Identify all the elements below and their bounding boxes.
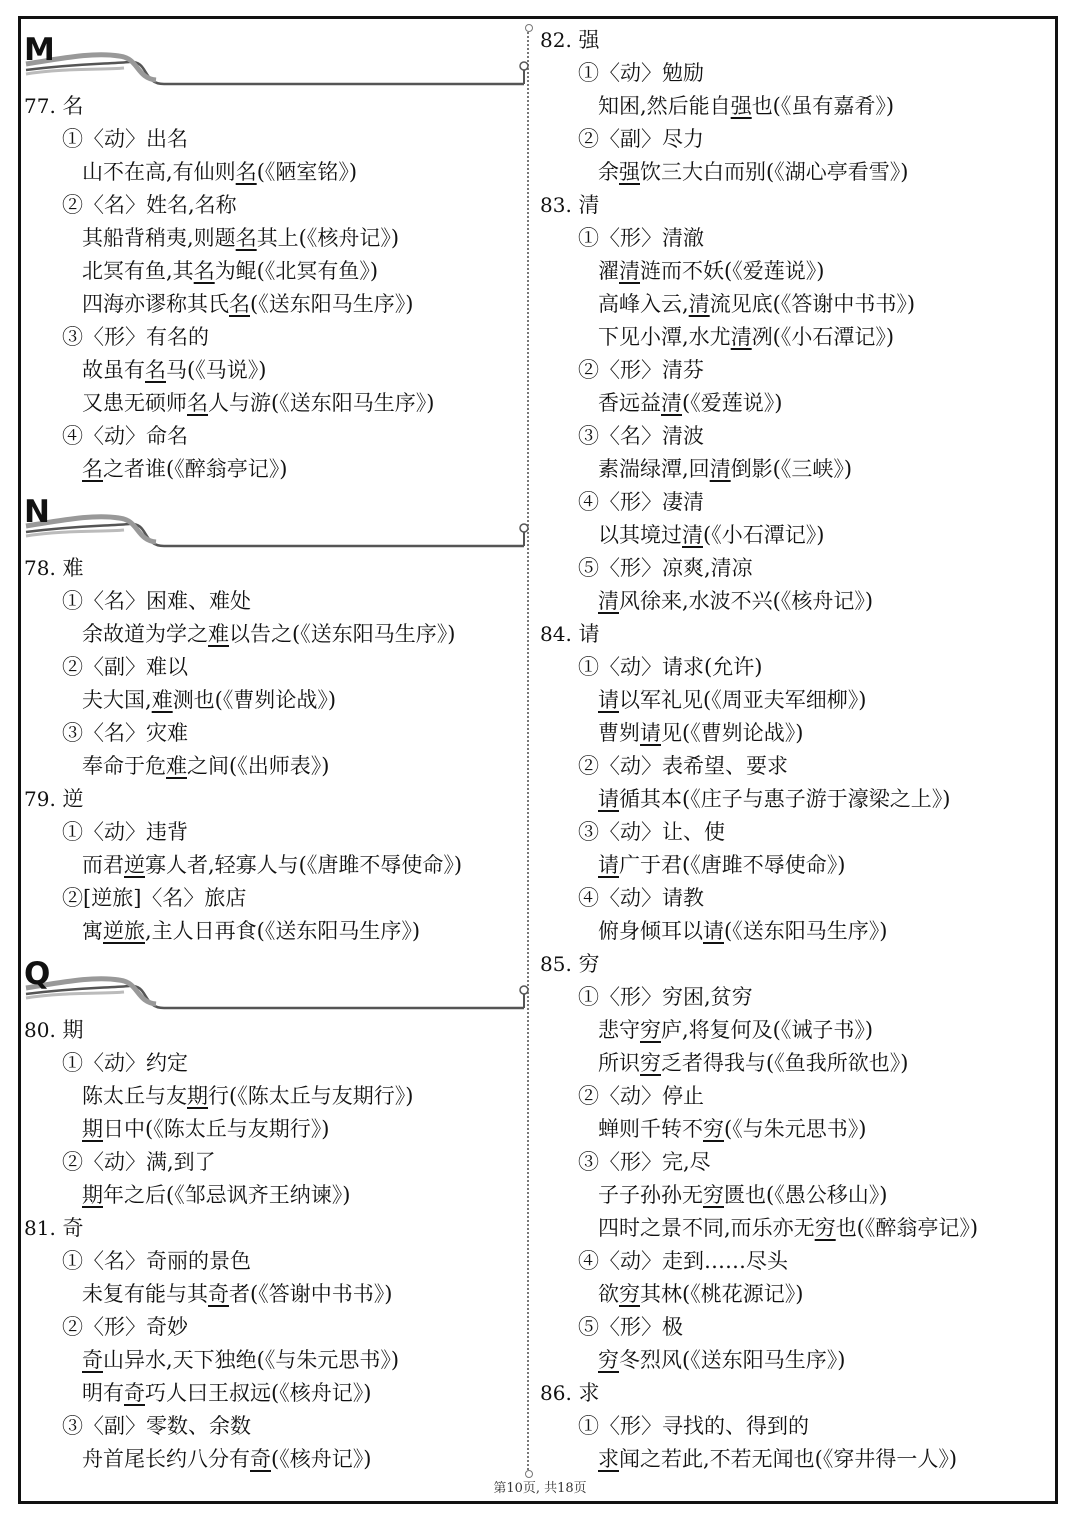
- example-keyword: 请: [598, 853, 619, 877]
- example-keyword: 请: [598, 688, 619, 712]
- example-keyword: 逆旅: [103, 919, 145, 943]
- entry-heading: [24, 90, 524, 123]
- sense-definition: ②〈副〉难以: [62, 655, 188, 679]
- entry-number: 84.: [540, 622, 572, 646]
- example-pre: 奉命于危: [82, 754, 166, 778]
- example-post: 流见底(《答谢中书书》): [709, 292, 916, 316]
- example-post: 巧人曰王叔远(《核舟记》): [145, 1381, 372, 1405]
- right-column: [540, 24, 1052, 1476]
- example-sentence: [540, 288, 1052, 321]
- example-pre: 故虽有: [82, 358, 145, 382]
- sense-definition: ①〈动〉出名: [62, 127, 188, 151]
- example-keyword: 难: [166, 754, 187, 778]
- sense-definition: ③〈形〉完,尽: [578, 1150, 711, 1174]
- example-post: (《小石潭记》): [703, 523, 825, 547]
- example-sentence: [540, 156, 1052, 189]
- example-post: 倒影(《三峡》): [730, 457, 853, 481]
- sense-definition: ②〈形〉奇妙: [62, 1315, 188, 1339]
- example-keyword: 逆: [124, 853, 145, 877]
- entry-number: 80.: [24, 1018, 56, 1042]
- example-sentence: [540, 717, 1052, 750]
- example-sentence: [540, 585, 1052, 618]
- example-keyword: 请: [703, 919, 724, 943]
- sense-definition: ④〈动〉走到……尽头: [578, 1249, 788, 1273]
- entry-word: 求: [578, 1381, 600, 1405]
- example-pre: 明有: [82, 1381, 124, 1405]
- example-keyword: 名: [193, 259, 215, 283]
- example-pre: 悲守: [598, 1018, 640, 1042]
- example-post: 见(《曹刿论战》): [661, 721, 804, 745]
- example-keyword: 名: [229, 292, 250, 316]
- example-post: 匮也(《愚公移山》): [724, 1183, 888, 1207]
- example-pre: 舟首尾长约八分有: [82, 1447, 250, 1471]
- example-sentence: [24, 288, 524, 321]
- example-sentence: [24, 1377, 524, 1410]
- entry-heading: [24, 552, 524, 585]
- sense-definition: ①〈动〉违背: [62, 820, 188, 844]
- example-sentence: [540, 783, 1052, 816]
- example-sentence: [540, 1443, 1052, 1476]
- example-sentence: [24, 1443, 524, 1476]
- example-keyword: 穷: [703, 1117, 724, 1141]
- example-post: 马(《马说》): [166, 358, 267, 382]
- sense-definition: ④〈动〉命名: [62, 424, 188, 448]
- example-pre: 未复有能与其: [82, 1282, 208, 1306]
- example-post: 广于君(《唐雎不辱使命》): [619, 853, 846, 877]
- example-keyword: 穷: [703, 1183, 724, 1207]
- example-post: 循其本(《庄子与惠子游于濠梁之上》): [619, 787, 951, 811]
- example-post: 风徐来,水波不兴(《核舟记》): [619, 589, 874, 613]
- example-keyword: 请: [640, 721, 661, 745]
- section-divider-swoosh: [24, 486, 530, 552]
- example-keyword: 奇: [208, 1282, 229, 1306]
- example-pre: 北冥有鱼,其: [82, 259, 194, 283]
- sense-definition: ④〈动〉请教: [578, 886, 704, 910]
- entry-heading: [540, 1377, 1052, 1410]
- example-sentence: [24, 1179, 524, 1212]
- entry-number: 77.: [24, 94, 56, 118]
- example-pre: 寓: [82, 919, 103, 943]
- sense-definition: ①〈动〉请求(允许): [578, 655, 763, 679]
- example-keyword: 名: [82, 457, 103, 481]
- sense-definition: ③〈形〉有名的: [62, 325, 209, 349]
- example-sentence: [540, 1278, 1052, 1311]
- entry-number: 79.: [24, 787, 56, 811]
- entry-number: 78.: [24, 556, 56, 580]
- example-sentence: [24, 684, 524, 717]
- sense-definition: ①〈形〉穷困,贫穷: [578, 985, 753, 1009]
- example-keyword: 名: [235, 226, 257, 250]
- sense-definition: ②〈形〉清芬: [578, 358, 704, 382]
- example-post: 行(《陈太丘与友期行》): [208, 1084, 414, 1108]
- entry-word: 名: [62, 94, 84, 118]
- entry-heading: [540, 24, 1052, 57]
- entry-number: 83.: [540, 193, 572, 217]
- entry-word: 请: [578, 622, 600, 646]
- example-pre: 欲: [598, 1282, 619, 1306]
- example-sentence: [540, 519, 1052, 552]
- entry-heading: [540, 948, 1052, 981]
- example-pre: 俯身倾耳以: [598, 919, 703, 943]
- example-sentence: [24, 750, 524, 783]
- example-keyword: 穷: [598, 1348, 619, 1372]
- example-keyword: 奇: [124, 1381, 145, 1405]
- example-sentence: [24, 1278, 524, 1311]
- example-sentence: [24, 915, 524, 948]
- sense-definition: ⑤〈形〉极: [578, 1315, 683, 1339]
- section-divider-swoosh: [24, 24, 530, 90]
- example-post: 以告之(《送东阳马生序》): [229, 622, 456, 646]
- sense-definition: ①〈形〉寻找的、得到的: [578, 1414, 809, 1438]
- section-letter: Q: [24, 956, 50, 992]
- sense-definition: ⑤〈形〉凉爽,清凉: [578, 556, 753, 580]
- example-post: 日中(《陈太丘与友期行》): [103, 1117, 330, 1141]
- example-sentence: [24, 222, 524, 255]
- sense-definition: ①〈名〉奇丽的景色: [62, 1249, 251, 1273]
- example-sentence: [540, 1047, 1052, 1080]
- example-post: 者(《答谢中书书》): [229, 1282, 393, 1306]
- example-sentence: [540, 684, 1052, 717]
- sense-definition: ②〈动〉停止: [578, 1084, 704, 1108]
- sense-definition: ③〈动〉让、使: [578, 820, 725, 844]
- example-keyword: 清: [682, 523, 703, 547]
- example-post: 涟而不妖(《爱莲说》): [640, 259, 825, 283]
- sense-definition: ③〈副〉零数、余数: [62, 1414, 251, 1438]
- entry-heading: [540, 618, 1052, 651]
- example-sentence: [540, 255, 1052, 288]
- entry-number: 81.: [24, 1216, 56, 1240]
- example-post: 人与游(《送东阳马生序》): [208, 391, 435, 415]
- example-keyword: 名: [235, 160, 257, 184]
- entry-word: 强: [578, 28, 600, 52]
- example-sentence: [24, 618, 524, 651]
- example-pre: 余: [598, 160, 619, 184]
- example-pre: 子子孙孙无: [598, 1183, 703, 1207]
- example-sentence: [540, 1113, 1052, 1146]
- section-header-n: [24, 486, 524, 552]
- sense-definition: ②〈副〉尽力: [578, 127, 704, 151]
- entry-word: 清: [578, 193, 600, 217]
- example-keyword: 清: [709, 457, 731, 481]
- example-sentence: [540, 321, 1052, 354]
- example-post: (《爱莲说》): [682, 391, 783, 415]
- example-sentence: [540, 387, 1052, 420]
- example-post: 其上(《核舟记》): [256, 226, 400, 250]
- example-sentence: [24, 387, 524, 420]
- example-pre: 其船背稍夷,则题: [82, 226, 236, 250]
- example-keyword: 穷: [814, 1216, 836, 1240]
- example-sentence: [24, 1113, 524, 1146]
- example-keyword: 清: [730, 325, 752, 349]
- example-keyword: 穷: [640, 1051, 661, 1075]
- section-letter: M: [24, 32, 54, 68]
- example-post: 之者谁(《醉翁亭记》): [103, 457, 288, 481]
- sense-definition: ④〈形〉凄清: [578, 490, 704, 514]
- example-keyword: 求: [598, 1447, 619, 1471]
- example-pre: 高峰入云,: [598, 292, 689, 316]
- entry-number: 85.: [540, 952, 572, 976]
- example-post: 闻之若此,不若无闻也(《穿井得一人》): [619, 1447, 958, 1471]
- example-post: 也(《虽有嘉肴》): [751, 94, 895, 118]
- example-keyword: 清: [661, 391, 682, 415]
- entry-number: 82.: [540, 28, 572, 52]
- example-keyword: 清: [598, 589, 619, 613]
- example-keyword: 清: [619, 259, 640, 283]
- example-keyword: 期: [82, 1117, 103, 1141]
- example-post: 乏者得我与(《鱼我所欲也》): [661, 1051, 909, 1075]
- sense-definition: ③〈名〉清波: [578, 424, 704, 448]
- example-post: 也(《醉翁亭记》): [835, 1216, 979, 1240]
- sense-definition: ②〈名〉姓名,名称: [62, 193, 237, 217]
- example-sentence: [24, 354, 524, 387]
- example-post: 饮三大白而别(《湖心亭看雪》): [640, 160, 909, 184]
- example-pre: 陈太丘与友: [82, 1084, 187, 1108]
- example-pre: 下见小潭,水尤: [598, 325, 731, 349]
- sense-definition: ①〈动〉勉励: [578, 61, 704, 85]
- example-pre: 四海亦谬称其氏: [82, 292, 229, 316]
- example-pre: 濯: [598, 259, 619, 283]
- example-pre: 四时之景不同,而乐亦无: [598, 1216, 815, 1240]
- entry-heading: [540, 189, 1052, 222]
- example-sentence: [24, 156, 524, 189]
- example-sentence: [24, 849, 524, 882]
- example-pre: 知困,然后能自: [598, 94, 731, 118]
- sense-definition: ①〈形〉清澈: [578, 226, 704, 250]
- example-post: 以军礼见(《周亚夫军细柳》): [619, 688, 867, 712]
- column-divider: [527, 28, 529, 1474]
- example-sentence: [540, 1344, 1052, 1377]
- example-sentence: [540, 90, 1052, 123]
- example-keyword: 难: [151, 688, 173, 712]
- example-pre: 山不在高,有仙则: [82, 160, 236, 184]
- entry-word: 穷: [578, 952, 600, 976]
- example-post: 冽(《小石潭记》): [751, 325, 895, 349]
- page-number: 第10页, 共18页: [493, 1481, 587, 1496]
- example-keyword: 请: [598, 787, 619, 811]
- example-keyword: 强: [730, 94, 752, 118]
- example-keyword: 期: [187, 1084, 208, 1108]
- example-post: 冬烈风(《送东阳马生序》): [619, 1348, 846, 1372]
- example-post: 庐,将复何及(《诫子书》): [661, 1018, 874, 1042]
- example-sentence: [24, 453, 524, 486]
- entry-heading: [24, 783, 524, 816]
- example-sentence: [540, 1014, 1052, 1047]
- example-sentence: [24, 1080, 524, 1113]
- example-sentence: [24, 1344, 524, 1377]
- example-post: 其林(《桃花源记》): [640, 1282, 804, 1306]
- entry-number: 86.: [540, 1381, 572, 1405]
- example-sentence: [540, 915, 1052, 948]
- sense-definition: ②〈动〉表希望、要求: [578, 754, 788, 778]
- example-sentence: [540, 1212, 1052, 1245]
- entry-word: 奇: [62, 1216, 84, 1240]
- sense-definition: ①〈名〉困难、难处: [62, 589, 251, 613]
- example-keyword: 穷: [640, 1018, 661, 1042]
- entry-word: 逆: [62, 787, 84, 811]
- sense-definition: ②[逆旅]〈名〉旅店: [62, 886, 247, 910]
- example-post: (《送东阳马生序》): [250, 292, 414, 316]
- left-column: [24, 24, 524, 1476]
- example-post: 为鲲(《北冥有鱼》): [214, 259, 379, 283]
- entry-heading: [24, 1014, 524, 1047]
- example-post: (《核舟记》): [271, 1447, 372, 1471]
- example-keyword: 奇: [250, 1447, 271, 1471]
- example-keyword: 名: [145, 358, 166, 382]
- example-keyword: 难: [208, 622, 229, 646]
- example-post: ,主人日再食(《送东阳马生序》): [145, 919, 421, 943]
- sense-definition: ①〈动〉约定: [62, 1051, 188, 1075]
- section-divider-swoosh: [24, 948, 530, 1014]
- example-pre: 夫大国,: [82, 688, 152, 712]
- example-sentence: [24, 255, 524, 288]
- example-pre: 而君: [82, 853, 124, 877]
- entry-heading: [24, 1212, 524, 1245]
- section-letter: N: [24, 494, 49, 530]
- example-keyword: 期: [82, 1183, 103, 1207]
- example-sentence: [540, 1179, 1052, 1212]
- example-pre: 余故道为学之: [82, 622, 208, 646]
- entry-word: 难: [62, 556, 84, 580]
- example-sentence: [540, 453, 1052, 486]
- example-pre: 又患无硕师: [82, 391, 187, 415]
- sense-definition: ②〈动〉满,到了: [62, 1150, 216, 1174]
- example-keyword: 强: [619, 160, 640, 184]
- example-pre: 以其境过: [598, 523, 682, 547]
- example-pre: 曹刿: [598, 721, 640, 745]
- example-keyword: 清: [688, 292, 710, 316]
- example-post: 寡人者,轻寡人与(《唐雎不辱使命》): [145, 853, 463, 877]
- example-post: 之间(《出师表》): [187, 754, 330, 778]
- example-pre: 香远益: [598, 391, 661, 415]
- section-header-q: [24, 948, 524, 1014]
- example-post: (《与朱元思书》): [724, 1117, 867, 1141]
- section-header-m: [24, 24, 524, 90]
- example-post: 山异水,天下独绝(《与朱元思书》): [103, 1348, 400, 1372]
- example-pre: 所识: [598, 1051, 640, 1075]
- example-post: 年之后(《邹忌讽齐王纳谏》): [103, 1183, 351, 1207]
- example-keyword: 穷: [619, 1282, 640, 1306]
- example-post: (《陋室铭》): [256, 160, 358, 184]
- entry-word: 期: [62, 1018, 84, 1042]
- example-keyword: 奇: [82, 1348, 103, 1372]
- example-pre: 蝉则千转不: [598, 1117, 703, 1141]
- example-post: 测也(《曹刿论战》): [172, 688, 337, 712]
- example-pre: 素湍绿潭,回: [598, 457, 710, 481]
- example-sentence: [540, 849, 1052, 882]
- example-post: (《送东阳马生序》): [724, 919, 888, 943]
- example-keyword: 名: [187, 391, 208, 415]
- sense-definition: ③〈名〉灾难: [62, 721, 188, 745]
